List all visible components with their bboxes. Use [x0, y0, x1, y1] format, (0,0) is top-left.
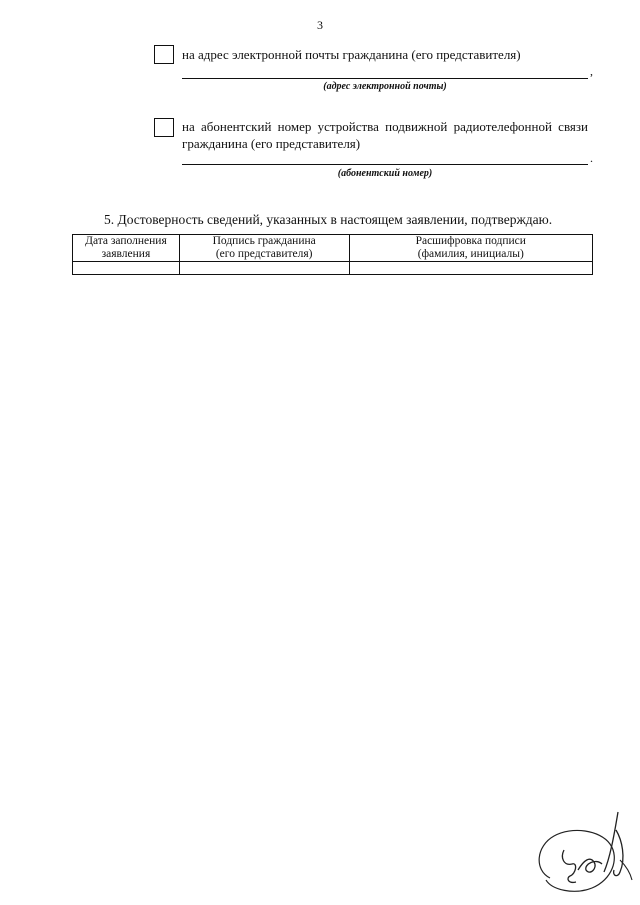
email-address-line[interactable]: [182, 78, 588, 79]
phone-number-line[interactable]: [182, 164, 588, 165]
signature-header-line1: Подпись гражданина: [212, 235, 316, 247]
date-header-line2: заявления: [101, 248, 151, 260]
email-option-checkbox[interactable]: [154, 45, 174, 64]
signature-cell[interactable]: [179, 262, 349, 275]
handwritten-signature: [530, 800, 634, 900]
phone-option-label: [182, 118, 588, 152]
table-header-row: [73, 235, 593, 262]
decryption-header-line2: (фамилия, инициалы): [417, 248, 524, 260]
confirmation-statement: 5. Достоверность сведений, указанных в настоящем заявлении, подтверждаю.: [104, 212, 553, 227]
email-address-caption: (адрес электронной почты): [323, 81, 447, 92]
date-cell[interactable]: [73, 262, 180, 275]
date-header-line1: Дата заполнения: [85, 235, 167, 247]
email-option-label: на адрес электронной почты гражданина (его представителя): [182, 47, 521, 62]
table-row: [73, 262, 593, 275]
decryption-header: [349, 235, 592, 262]
confirmation-table: [72, 234, 593, 275]
phone-line-period: .: [590, 151, 593, 165]
phone-option-checkbox[interactable]: [154, 118, 174, 137]
signature-header: [179, 235, 349, 262]
phone-option-label-line2: гражданина (его представителя): [182, 136, 361, 151]
phone-option-label-line1: на абонентский номер устройства подвижной радиотелефонной связи: [182, 119, 588, 134]
decryption-cell[interactable]: [349, 262, 592, 275]
email-line-comma: ,: [590, 64, 593, 78]
phone-number-caption: (абонентский номер): [337, 168, 433, 179]
decryption-header-line1: Расшифровка подписи: [415, 235, 526, 247]
signature-header-line2: (его представителя): [215, 248, 313, 260]
date-header: [73, 235, 180, 262]
page-number: 3: [317, 18, 323, 32]
